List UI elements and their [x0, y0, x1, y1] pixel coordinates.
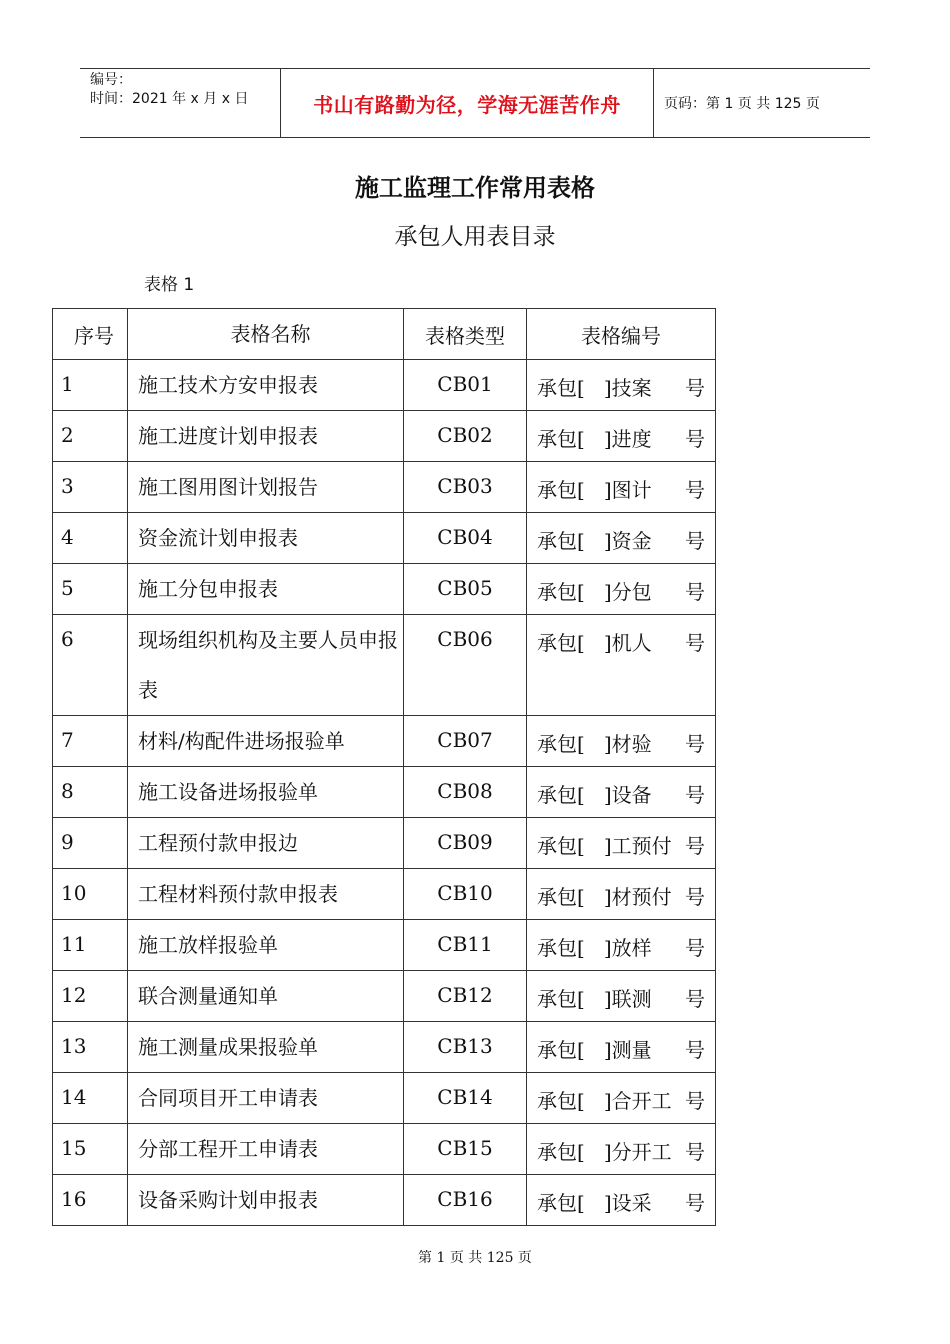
- row-form-name: 施工放样报验单: [128, 920, 404, 971]
- row-form-name: 施工测量成果报验单: [128, 1022, 404, 1073]
- row-form-code: [527, 615, 716, 716]
- row-form-name: 施工图用图计划报告: [128, 462, 404, 513]
- document-number-label: 编号：: [90, 72, 132, 88]
- row-form-code: [527, 920, 716, 971]
- row-form-name: 联合测量通知单: [128, 971, 404, 1022]
- row-form-code-prefix: 承包[ ]联测: [537, 987, 652, 1011]
- row-serial: 12: [53, 971, 128, 1022]
- row-form-code: [527, 1124, 716, 1175]
- row-form-code-suffix: 号: [685, 580, 705, 604]
- row-form-code-prefix: 承包[ ]图计: [537, 478, 652, 502]
- row-form-type: CB07: [404, 716, 527, 767]
- row-form-code: [527, 818, 716, 869]
- row-form-type: CB06: [404, 615, 527, 716]
- row-form-code-prefix: 承包[ ]资金: [537, 529, 652, 553]
- row-serial: 16: [53, 1175, 128, 1226]
- row-form-code-prefix: 承包[ ]机人: [537, 631, 652, 655]
- row-form-type: CB01: [404, 360, 527, 411]
- row-form-name: 施工分包申报表: [128, 564, 404, 615]
- row-serial: 9: [53, 818, 128, 869]
- row-form-code-suffix: 号: [685, 1089, 705, 1113]
- row-form-code-suffix: 号: [685, 631, 705, 655]
- table-row: [53, 1073, 716, 1124]
- row-form-name: 资金流计划申报表: [128, 513, 404, 564]
- row-form-name: 现场组织机构及主要人员申报表: [128, 615, 404, 716]
- row-form-code-prefix: 承包[ ]设采: [537, 1191, 652, 1215]
- table-label: 表格 1: [144, 275, 195, 295]
- row-form-code-suffix: 号: [685, 834, 705, 858]
- row-form-code-prefix: 承包[ ]测量: [537, 1038, 652, 1062]
- document-time-label: 时间：2021 年 x 月 x 日: [90, 91, 249, 107]
- row-form-code: [527, 767, 716, 818]
- row-form-type: CB04: [404, 513, 527, 564]
- table-row: [53, 615, 716, 716]
- row-form-type: CB13: [404, 1022, 527, 1073]
- row-form-code: [527, 1175, 716, 1226]
- row-form-code-prefix: 承包[ ]合开工: [537, 1089, 672, 1113]
- row-form-code-suffix: 号: [685, 478, 705, 502]
- page-footer: 第 1 页 共 125 页: [418, 1250, 532, 1266]
- table-row: [53, 564, 716, 615]
- row-serial: 7: [53, 716, 128, 767]
- row-form-code: [527, 513, 716, 564]
- row-serial: 15: [53, 1124, 128, 1175]
- document-subtitle: 承包人用表目录: [394, 224, 556, 250]
- row-form-code: [527, 1022, 716, 1073]
- row-form-code-suffix: 号: [685, 732, 705, 756]
- row-form-type: CB02: [404, 411, 527, 462]
- row-form-code-prefix: 承包[ ]进度: [537, 427, 652, 451]
- table-row: [53, 869, 716, 920]
- row-form-type: CB14: [404, 1073, 527, 1124]
- header-form-code: 表格编号: [527, 309, 716, 360]
- header-meta: [80, 69, 281, 137]
- row-serial: 5: [53, 564, 128, 615]
- row-serial: 14: [53, 1073, 128, 1124]
- row-form-type: CB09: [404, 818, 527, 869]
- row-form-code: [527, 411, 716, 462]
- row-form-code: [527, 716, 716, 767]
- row-form-type: CB11: [404, 920, 527, 971]
- header-motto: 书山有路勤为径，学海无涯苦作舟: [281, 69, 654, 137]
- row-form-code-prefix: 承包[ ]工预付: [537, 834, 672, 858]
- header-page-info: 页码：第 1 页 共 125 页: [664, 96, 820, 112]
- row-form-code-prefix: 承包[ ]材预付: [537, 885, 672, 909]
- row-form-code-suffix: 号: [685, 885, 705, 909]
- row-form-code-prefix: 承包[ ]放样: [537, 936, 652, 960]
- row-serial: 13: [53, 1022, 128, 1073]
- row-form-type: CB03: [404, 462, 527, 513]
- table-row: [53, 818, 716, 869]
- table-row: [53, 920, 716, 971]
- table-row: [53, 1124, 716, 1175]
- row-serial: 1: [53, 360, 128, 411]
- table-row: [53, 462, 716, 513]
- row-form-type: CB08: [404, 767, 527, 818]
- row-form-code-suffix: 号: [685, 1191, 705, 1215]
- row-form-type: CB15: [404, 1124, 527, 1175]
- table-row: [53, 1022, 716, 1073]
- row-form-name: 施工设备进场报验单: [128, 767, 404, 818]
- row-serial: 4: [53, 513, 128, 564]
- row-form-code-prefix: 承包[ ]设备: [537, 783, 652, 807]
- row-form-name: 施工进度计划申报表: [128, 411, 404, 462]
- row-form-code-suffix: 号: [685, 1038, 705, 1062]
- table-body: [53, 360, 716, 1226]
- header-serial: 序号: [53, 309, 128, 360]
- row-form-code-prefix: 承包[ ]材验: [537, 732, 652, 756]
- row-form-code: [527, 462, 716, 513]
- row-form-type: CB10: [404, 869, 527, 920]
- row-form-name: 施工技术方安申报表: [128, 360, 404, 411]
- page-header: [80, 68, 870, 138]
- row-form-type: CB16: [404, 1175, 527, 1226]
- header-form-type: 表格类型: [404, 309, 527, 360]
- table-row: [53, 411, 716, 462]
- row-form-name: 材料/构配件进场报验单: [128, 716, 404, 767]
- row-serial: 6: [53, 615, 128, 716]
- row-form-code: [527, 1073, 716, 1124]
- row-form-name: 工程预付款申报边: [128, 818, 404, 869]
- table-row: [53, 513, 716, 564]
- row-form-type: CB12: [404, 971, 527, 1022]
- row-serial: 3: [53, 462, 128, 513]
- row-serial: 2: [53, 411, 128, 462]
- table-row: [53, 971, 716, 1022]
- row-serial: 11: [53, 920, 128, 971]
- row-form-name: 设备采购计划申报表: [128, 1175, 404, 1226]
- row-form-code: [527, 971, 716, 1022]
- table-row: [53, 767, 716, 818]
- row-form-name: 分部工程开工申请表: [128, 1124, 404, 1175]
- table-row: [53, 716, 716, 767]
- row-form-code-suffix: 号: [685, 376, 705, 400]
- row-form-code-prefix: 承包[ ]分包: [537, 580, 652, 604]
- row-form-code: [527, 564, 716, 615]
- row-form-name: 合同项目开工申请表: [128, 1073, 404, 1124]
- row-form-code-suffix: 号: [685, 1140, 705, 1164]
- row-form-code-suffix: 号: [685, 783, 705, 807]
- row-form-name: 工程材料预付款申报表: [128, 869, 404, 920]
- row-form-code-suffix: 号: [685, 987, 705, 1011]
- row-form-code-prefix: 承包[ ]技案: [537, 376, 652, 400]
- row-serial: 8: [53, 767, 128, 818]
- row-form-type: CB05: [404, 564, 527, 615]
- document-title: 施工监理工作常用表格: [355, 173, 595, 202]
- forms-table: [52, 308, 716, 1226]
- table-row: [53, 1175, 716, 1226]
- row-form-code-prefix: 承包[ ]分开工: [537, 1140, 672, 1164]
- row-form-code-suffix: 号: [685, 427, 705, 451]
- row-serial: 10: [53, 869, 128, 920]
- table-header-row: [53, 309, 716, 360]
- header-form-name: 表格名称: [128, 309, 404, 360]
- row-form-code: [527, 869, 716, 920]
- row-form-code-suffix: 号: [685, 529, 705, 553]
- table-row: [53, 360, 716, 411]
- row-form-code: [527, 360, 716, 411]
- row-form-code-suffix: 号: [685, 936, 705, 960]
